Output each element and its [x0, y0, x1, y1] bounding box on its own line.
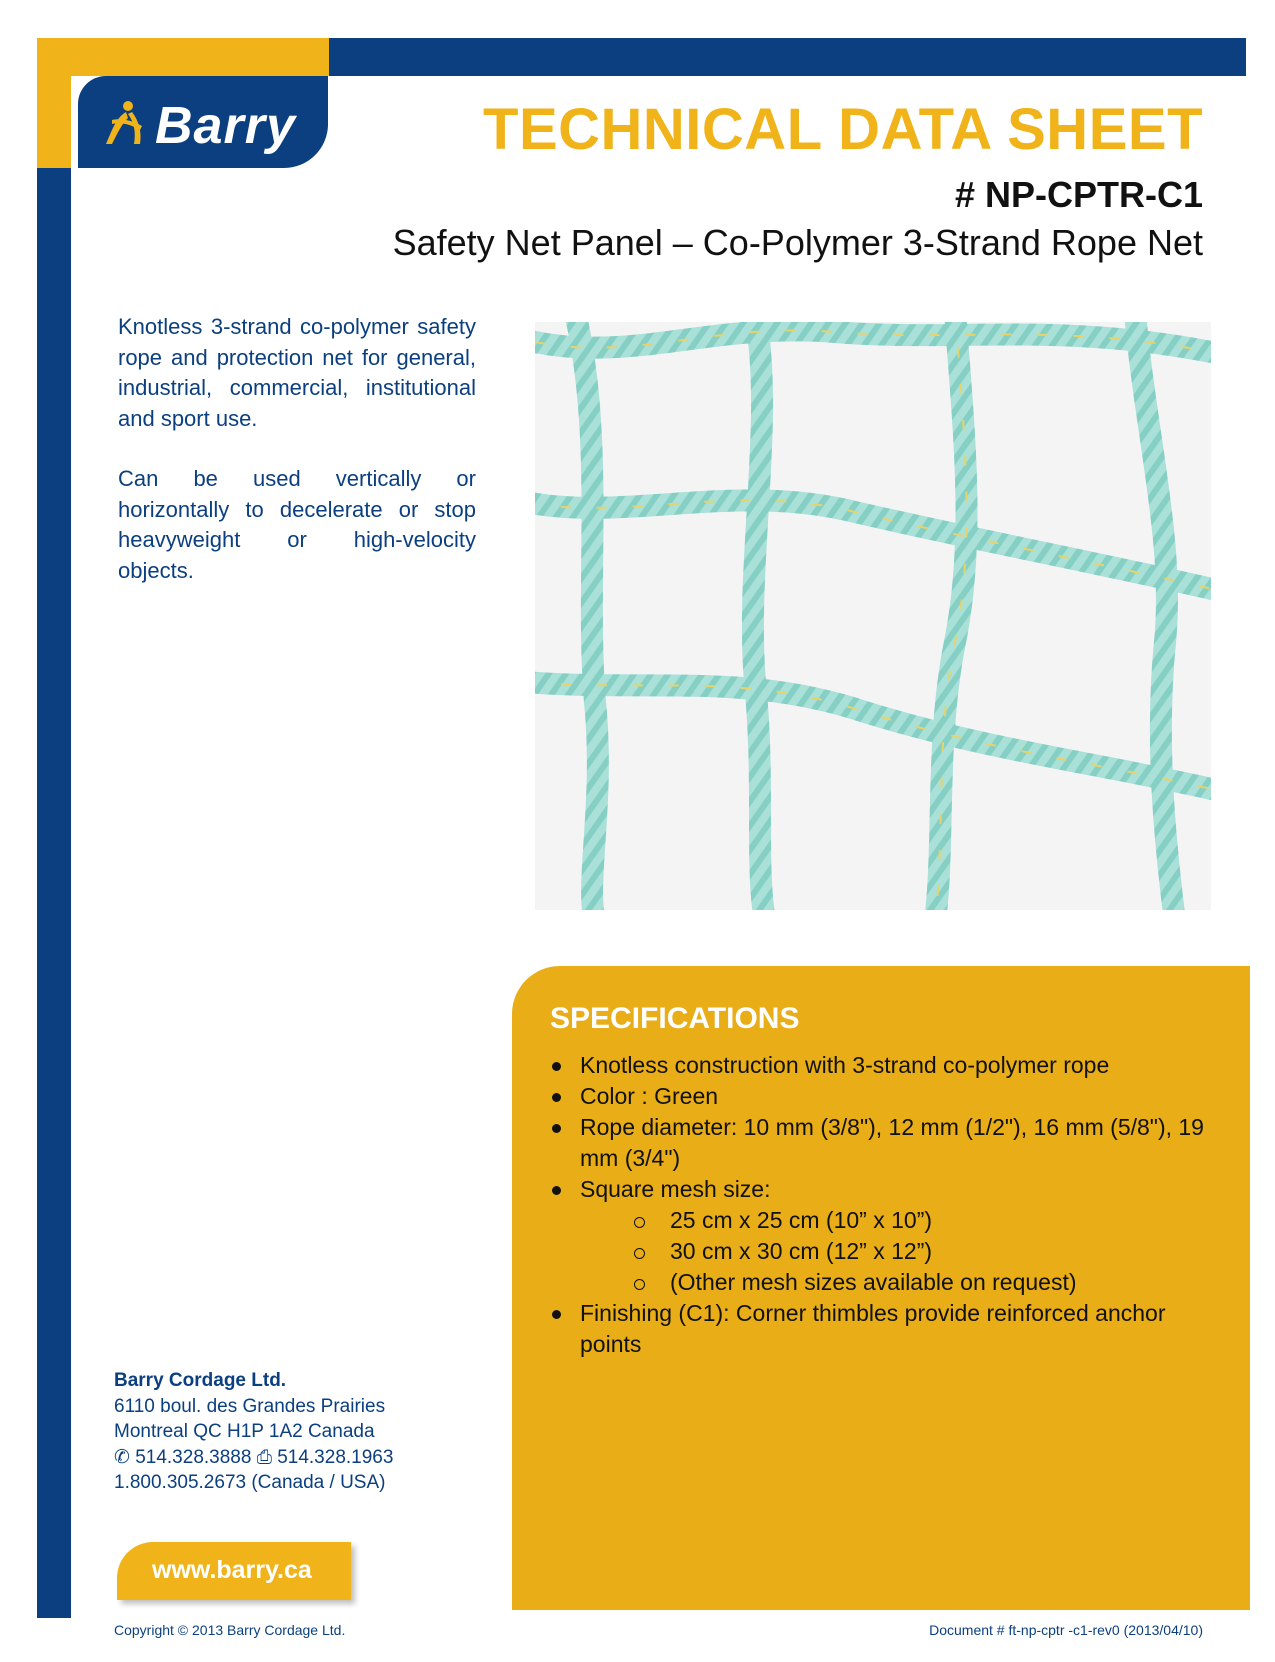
list-item: Knotless construction with 3-strand co-polymer rope: [548, 1050, 1208, 1081]
phone-number[interactable]: 514.328.3888: [135, 1446, 252, 1468]
mesh-size-list: [548, 1205, 1208, 1298]
left-band: [37, 38, 71, 1618]
phone-icon: ✆: [114, 1446, 130, 1468]
bullet-icon: [552, 1062, 561, 1071]
document-number: Document # ft-np-cptr -c1-rev0 (2013/04/10): [929, 1622, 1203, 1638]
list-item: 30 cm x 30 cm (12” x 12”): [634, 1236, 1208, 1267]
intro-text: [118, 312, 476, 616]
bullet-icon: [552, 1093, 561, 1102]
list-item: Rope diameter: 10 mm (3/8"), 12 mm (1/2"), 16 mm (5/8"), 19 mm (3/4"): [548, 1112, 1208, 1174]
circle-bullet-icon: [634, 1248, 645, 1259]
circle-bullet-icon: [634, 1217, 645, 1228]
product-photo: [535, 322, 1211, 910]
logo-wordmark: Barry: [155, 97, 296, 155]
address-line: Montreal QC H1P 1A2 Canada: [114, 1421, 375, 1442]
intro-paragraph: Can be used vertically or horizontally to decelerate or stop heavyweight or high-velocity objects.: [118, 466, 476, 583]
rope-net-icon: [535, 322, 1211, 910]
contact-block: [114, 1368, 393, 1496]
list-item: Square mesh size:: [548, 1174, 1208, 1205]
bullet-icon: [552, 1186, 561, 1195]
logo-accent-top: [71, 38, 329, 76]
website-link[interactable]: www.barry.ca: [152, 1556, 312, 1584]
intro-paragraph: Knotless 3-strand co-polymer safety rope and protection net for general, industrial, commercial, institutional and sport use.: [118, 314, 476, 431]
logo-accent: [37, 38, 71, 168]
list-item: 25 cm x 25 cm (10” x 10”): [634, 1205, 1208, 1236]
list-item: (Other mesh sizes available on request): [634, 1267, 1208, 1298]
tollfree-number[interactable]: 1.800.305.2673 (Canada / USA): [114, 1472, 386, 1493]
bullet-icon: [552, 1310, 561, 1319]
company-name: Barry Cordage Ltd.: [114, 1370, 287, 1391]
fax-icon: ⎙: [256, 1446, 272, 1468]
product-name: Safety Net Panel – Co-Polymer 3-Strand Rope Net: [392, 222, 1203, 263]
list-item: Color : Green: [548, 1081, 1208, 1112]
list-item: Finishing (C1): Corner thimbles provide reinforced anchor points: [548, 1298, 1208, 1360]
bullet-icon: [552, 1124, 561, 1133]
mesh-size-group: [548, 1205, 1208, 1298]
address-line: 6110 boul. des Grandes Prairies: [114, 1395, 386, 1417]
specifications-list: [548, 1050, 1208, 1360]
product-code: # NP-CPTR-C1: [954, 174, 1203, 215]
specifications-title: SPECIFICATIONS: [550, 1002, 800, 1035]
phone-line: [114, 1445, 393, 1471]
fax-number: 514.328.1963: [277, 1446, 394, 1468]
page-title: TECHNICAL DATA SHEET: [483, 97, 1203, 162]
barry-logo-icon: [98, 98, 150, 150]
circle-bullet-icon: [634, 1279, 645, 1290]
copyright: Copyright © 2013 Barry Cordage Ltd.: [114, 1622, 346, 1638]
